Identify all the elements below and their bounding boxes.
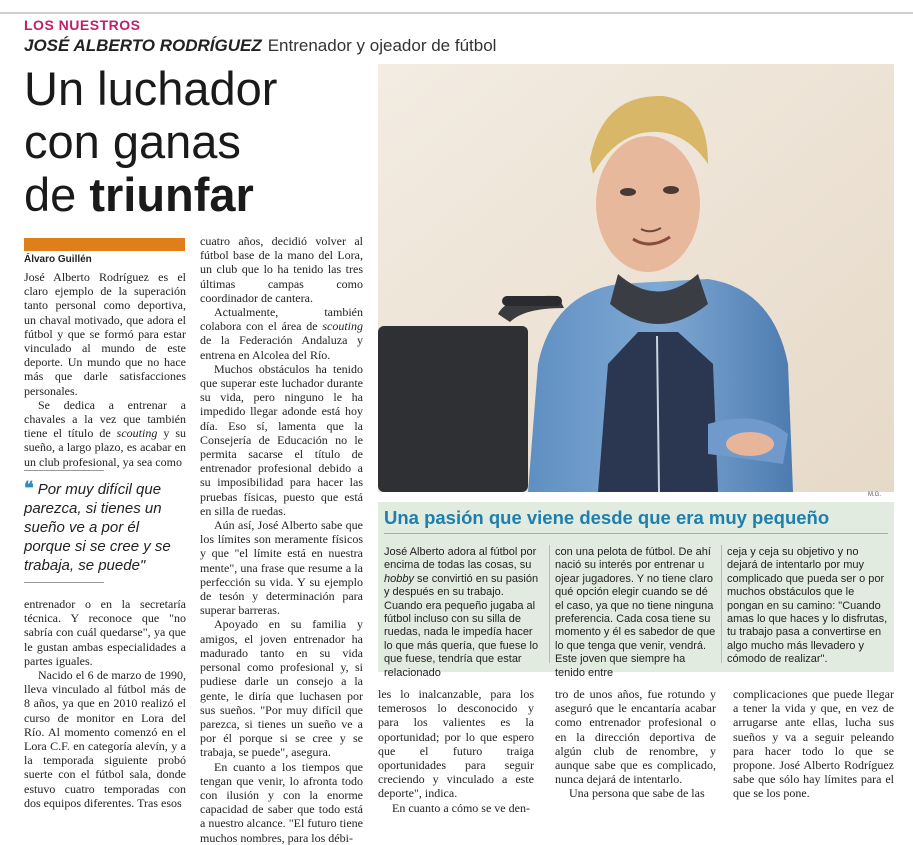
portrait-illustration [378, 64, 894, 492]
pullquote-rule-top [24, 470, 104, 471]
paragraph: En cuanto a los tiempos que tengan que venir, lo afronta todo con ilusión y con la enorme capacidad de saber que todo está a nuestro alcance. "El futuro tiene muchos nombres, para los débi- [200, 759, 363, 845]
portrait-photo [378, 64, 894, 492]
section-label: LOS NUESTROS [24, 17, 141, 33]
person-name: JOSÉ ALBERTO RODRÍGUEZ [24, 36, 262, 55]
paragraph: entrenador o en la secretaría técnica. Y reconoce que "no sabría con cuál quedarse", ya que le gustan ambas especialidades a partes iguales. [24, 597, 186, 668]
pullquote-rule-bottom [24, 582, 104, 583]
sidebar-divider [721, 545, 722, 663]
pullquote-text: Por muy difícil que parezca, si tienes un sueño ve a por él porque si se cree y se trabaja, se puede" [24, 481, 171, 574]
headline-line-1: Un luchador [24, 62, 278, 115]
person-header [24, 36, 496, 56]
body-column-1-bottom [24, 597, 186, 810]
body-column-3 [378, 687, 534, 815]
sidebar-column-1: José Alberto adora al fútbol por encima de todas las cosas, su hobby se convirtió en su pasión y después en su trabajo. Cuando era pequeño jugaba al fútbol incluso con su silla de ruedas, nada le impedía hacer lo que más quería, que fuese lo que fuese, tendría que estar relacionado [384, 546, 539, 679]
headline-prefix: de [24, 168, 90, 221]
paragraph: José Alberto Rodríguez es el claro ejemplo de la superación tanto personal como deportiva, un chaval motivado, que adora el fútbol y que se formó para estar vinculado al mundo de este deporte. Un mundo que no hace más que darle satisfacciones personales. [24, 270, 186, 398]
pullquote [24, 479, 184, 575]
photo-credit: M.G. [868, 492, 881, 498]
paragraph: Una persona que sabe de las [569, 786, 705, 801]
body-column-1-top [24, 270, 186, 469]
sidebar-title: Una pasión que viene desde que era muy pequeño [384, 507, 830, 528]
headline-line-3 [24, 168, 374, 221]
headline [24, 62, 374, 221]
paragraph: cuatro años, decidió volver al fútbol base de la mano del Lora, un club que lo ha tenido las tres últimas campas como coordinador de cantera. [200, 234, 363, 305]
paragraph: Se dedica a entrenar a chavales a la vez que también tiene el título de scouting y su sueño, a largo plazo, es acabar en un club profesional, ya sea como [24, 397, 186, 469]
top-rule [0, 12, 913, 14]
paragraph: les lo inalcanzable, para los temerosos lo desconocido y para los valientes es la oportunidad; por lo que espero que el futuro traiga oportunidades para seguir creciendo y vinculado a este deporte", indica. [378, 687, 534, 801]
paragraph: Actualmente, también colabora con el área de scouting de la Federación Andaluza y entrena en Alcolea del Río. [200, 305, 363, 362]
sidebar-column-2: con una pelota de fútbol. De ahí nació su interés por entrenar u ojear jugadores. Y no tiene claro qué opción elegir cuando se dé el caso, ya que no tiene ninguna preferencia. Cada cosa tiene su momento y él es sabedor de que lo que tenga que venir, vendrá. Este joven que siempre ha tenido entre [555, 546, 716, 679]
headline-emphasis: triunfar [89, 168, 254, 221]
paragraph: Muchos obstáculos ha tenido que superar este luchador durante su vida, pero ninguno le ha impedido llegar adonde está hoy día. Eso sí, lamenta que la Consejería de Educación no le permita sacarse el título de entrenador profesional debido a su imposibilidad para hacer las pruebas físicas, puesto que está en silla de ruedas. [200, 361, 363, 518]
paragraph: Nacido el 6 de marzo de 1990, lleva vinculado al fútbol más de 8 años, ya que en 2010 realizó el curso de monitor en Lora del Río. Al momento comenzó en el Lora C.F. en categoría alevín, y a la temporada siguiente probó suerte con el fútbol sala, donde estuvo cuatro temporadas con dos equipos diferentes. Tras esos [24, 668, 186, 810]
byline-bar [24, 238, 185, 251]
headline-line-2: con ganas [24, 115, 241, 168]
quote-icon: ❝ [24, 478, 34, 498]
person-role: Entrenador y ojeador de fútbol [267, 36, 497, 55]
body-column-5 [733, 687, 894, 801]
sidebar-rule [384, 533, 888, 534]
paragraph: tro de unos años, fue rotundo y aseguró que le encantaría acabar como entrenador profesional o en la dirección deportiva de algún club de renombre, y aunque sabe que es complicado, nunca dejará de intentarlo. [555, 687, 716, 787]
body-column-2 [200, 234, 363, 845]
sidebar-column-3: ceja y ceja su objetivo y no dejará de intentarlo por muy complicado que pueda ser o por muchos obstáculos que le pongan en su camino: "Cuando amas lo que haces y lo disfrutas, tu trabajo pasa a convertirse en algo mucho más llevadero y cómodo de realizar". [727, 546, 888, 666]
body-column-4 [555, 687, 716, 801]
paragraph: En cuanto a cómo se ve den- [392, 800, 530, 815]
byline: Álvaro Guillén [24, 254, 92, 265]
paragraph: Aún así, José Alberto sabe que los límites son meramente físicos y que "el límite está en nuestra mente", una frase que resume a la perfección su vida. Y su ejemplo de tesón y determinación para superar barreras. [200, 518, 363, 618]
paragraph: Apoyado en su familia y amigos, el joven entrenador ha madurado tanto en su vida personal como profesional y, si pudiese darle un consejo a la gente, le diría que luchasen por sus sueños. "Por muy difícil que parezca, si tienes un sueño ve a por él porque si se cree y se trabaja, se puede", asegura. [200, 617, 363, 760]
sidebar-divider [549, 545, 550, 663]
paragraph: complicaciones que puede llegar a tener la vida y que, en vez de arrugarse ante ellas, lucha sus sueños y va a seguir peleando para hacer todo lo que se propone. José Alberto Rodríguez sabe que sólo hay límites para el que se los pone. [733, 687, 894, 801]
